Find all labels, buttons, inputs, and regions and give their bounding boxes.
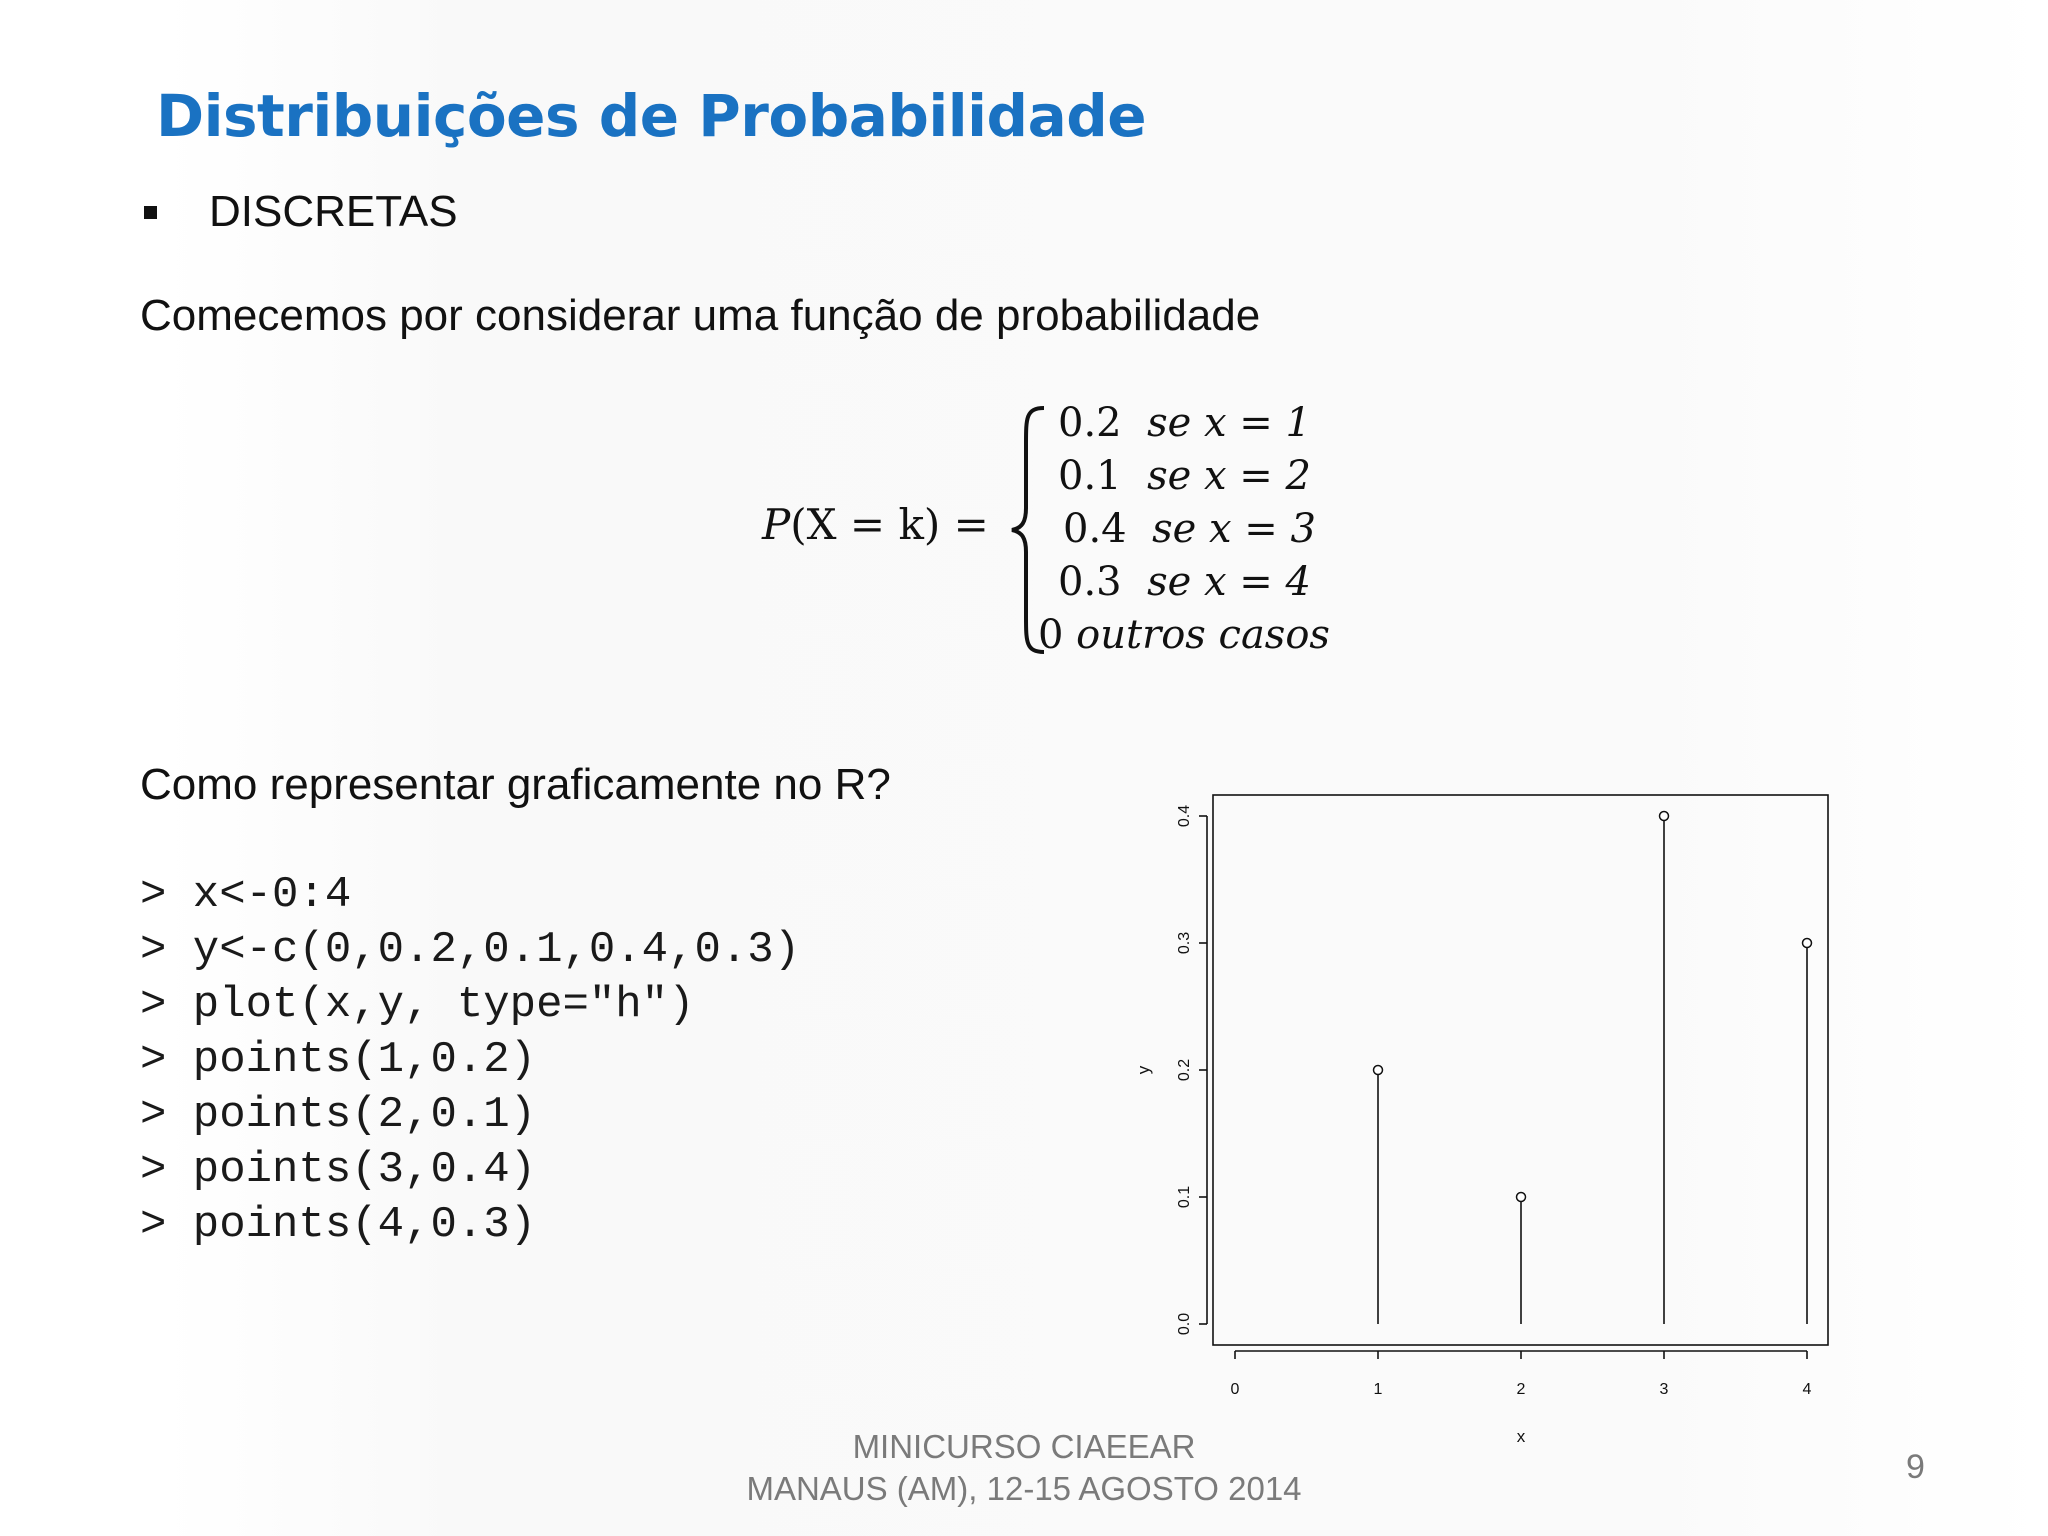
case-condition: se x = 2 bbox=[1147, 453, 1311, 499]
formula-case bbox=[1058, 400, 1311, 446]
formula-arguments: (X = k) = bbox=[790, 500, 989, 549]
code-line: > points(1,0.2) bbox=[140, 1035, 537, 1085]
r-plot bbox=[1120, 780, 1860, 1460]
formula-case bbox=[1038, 612, 1330, 658]
y-tick-label: 0.0 bbox=[1176, 1312, 1193, 1336]
case-condition: se x = 4 bbox=[1147, 559, 1311, 605]
page-number: 9 bbox=[1906, 1448, 1925, 1486]
formula-lhs bbox=[762, 500, 989, 549]
case-value: 0.2 bbox=[1058, 400, 1122, 446]
y-tick-label: 0.1 bbox=[1176, 1185, 1193, 1209]
formula-case bbox=[1063, 506, 1316, 552]
code-line: > points(3,0.4) bbox=[140, 1145, 537, 1195]
y-axis-label: y bbox=[1134, 1065, 1153, 1075]
code-line: > points(2,0.1) bbox=[140, 1090, 537, 1140]
data-point bbox=[1803, 939, 1812, 948]
x-tick-label: 0 bbox=[1230, 1381, 1240, 1398]
formula-function-name: P bbox=[762, 500, 791, 549]
intro-text: Comecemos por considerar uma função de probabilidade bbox=[140, 291, 1261, 340]
formula-case bbox=[1058, 559, 1311, 605]
r-code-block bbox=[140, 868, 800, 1253]
x-tick-label: 1 bbox=[1373, 1381, 1383, 1398]
x-tick-label: 4 bbox=[1802, 1381, 1812, 1398]
code-line: > plot(x,y, type="h") bbox=[140, 980, 695, 1030]
case-value: 0.1 bbox=[1058, 453, 1122, 499]
x-tick-label: 2 bbox=[1516, 1381, 1526, 1398]
bullet-item bbox=[144, 182, 458, 242]
x-tick-label: 3 bbox=[1659, 1381, 1669, 1398]
data-point bbox=[1517, 1193, 1526, 1202]
footer-line-2: MANAUS (AM), 12-15 AGOSTO 2014 bbox=[746, 1470, 1302, 1507]
data-point bbox=[1374, 1066, 1383, 1075]
x-axis-label: x bbox=[1516, 1427, 1526, 1446]
footer-line-1: MINICURSO CIAEEAR bbox=[852, 1428, 1196, 1465]
case-condition: se x = 1 bbox=[1147, 400, 1311, 446]
y-tick-label: 0.2 bbox=[1176, 1058, 1193, 1082]
formula-case bbox=[1058, 453, 1311, 499]
case-value: 0.3 bbox=[1058, 559, 1122, 605]
bullet-text: DISCRETAS bbox=[209, 187, 458, 236]
slide-title: Distribuições de Probabilidade bbox=[156, 82, 1147, 150]
case-value: 0.4 bbox=[1063, 506, 1127, 552]
code-line: > y<-c(0,0.2,0.1,0.4,0.3) bbox=[140, 925, 801, 975]
code-line: > points(4,0.3) bbox=[140, 1200, 537, 1250]
y-tick-label: 0.3 bbox=[1176, 931, 1193, 955]
y-tick-label: 0.4 bbox=[1176, 804, 1193, 828]
case-condition: se x = 3 bbox=[1152, 506, 1316, 552]
case-value: 0 bbox=[1038, 612, 1064, 658]
case-condition: outros casos bbox=[1076, 612, 1330, 658]
question-text: Como representar graficamente no R? bbox=[140, 760, 891, 809]
code-line: > x<-0:4 bbox=[140, 870, 352, 920]
data-point bbox=[1660, 812, 1669, 821]
bullet-square-icon bbox=[144, 206, 157, 219]
